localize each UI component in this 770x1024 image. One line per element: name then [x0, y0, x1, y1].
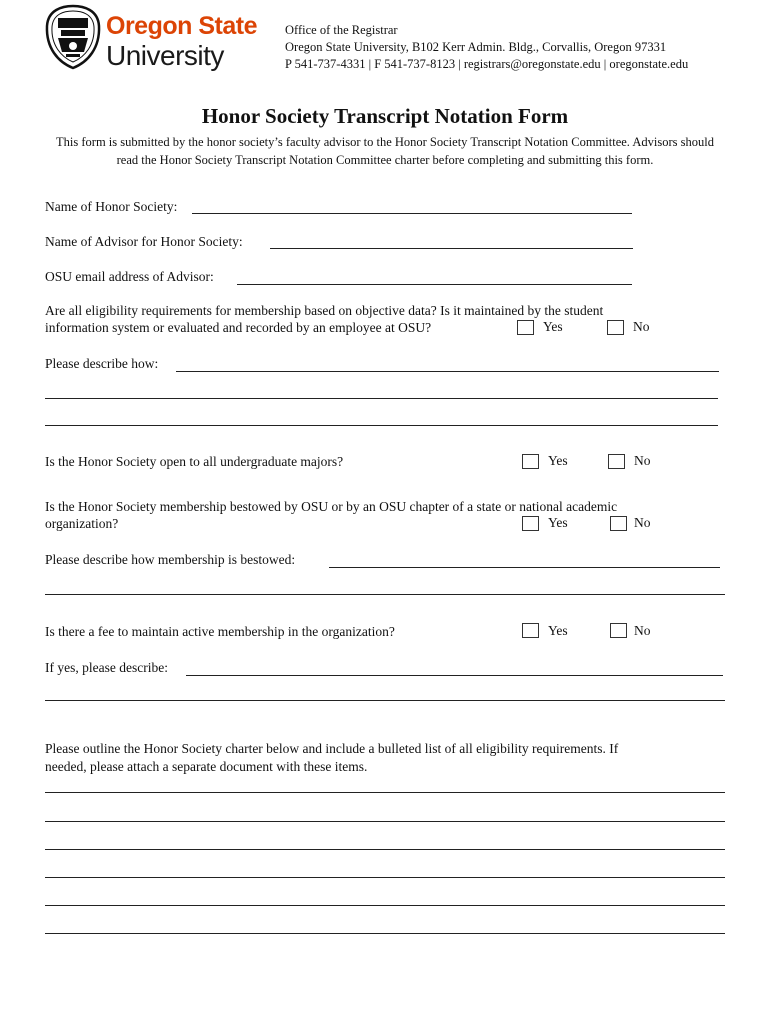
- charter-line-6[interactable]: [45, 933, 725, 934]
- q3-describe-label: Please describe how membership is bestowed:: [45, 552, 296, 567]
- q3-no-label: No: [634, 515, 651, 530]
- charter-text-line1: Please outline the Honor Society charter below and include a bulleted list of all eligibility requirements. If: [45, 741, 619, 756]
- q3-yes-label: Yes: [548, 515, 568, 530]
- advisor-email-label: OSU email address of Advisor:: [45, 269, 214, 284]
- osu-seal-icon: [44, 4, 102, 70]
- q4-no-label: No: [634, 623, 651, 638]
- q4-no-checkbox[interactable]: [610, 623, 627, 638]
- q4-describe-label: If yes, please describe:: [45, 660, 168, 675]
- logo-wordmark-university: University: [106, 40, 224, 71]
- header-office: Office of the Registrar: [285, 23, 398, 37]
- charter-line-2[interactable]: [45, 821, 725, 822]
- q3-describe-line-2[interactable]: [45, 594, 725, 595]
- q1-describe-field[interactable]: [176, 371, 719, 372]
- charter-line-3[interactable]: [45, 849, 725, 850]
- page-title: Honor Society Transcript Notation Form: [201, 104, 569, 128]
- q3-yes-checkbox[interactable]: [522, 516, 539, 531]
- q4-yes-label: Yes: [548, 623, 568, 638]
- q3-describe-field[interactable]: [329, 567, 720, 568]
- charter-line-5[interactable]: [45, 905, 725, 906]
- charter-line-1[interactable]: [45, 792, 725, 793]
- charter-line-4[interactable]: [45, 877, 725, 878]
- osu-logo: [44, 4, 274, 74]
- q2-no-label: No: [634, 453, 651, 468]
- society-name-field[interactable]: [192, 213, 632, 214]
- q1-describe-line-2[interactable]: [45, 398, 718, 399]
- header-contact: P 541-737-4331 | F 541-737-8123 | registrars@oregonstate.edu | oregonstate.edu: [285, 57, 689, 71]
- q1-describe-label: Please describe how:: [45, 356, 159, 371]
- intro-text: This form is submitted by the honor society’s faculty advisor to the Honor Society Transcript Notation Committee. Advisors should read the Honor Society Transcript Notation Committee charter before completing and submitting this form.: [56, 135, 714, 167]
- q1-describe-line-3[interactable]: [45, 425, 718, 426]
- q2-yes-checkbox[interactable]: [522, 454, 539, 469]
- logo-wordmark-oregon-state: Oregon State: [106, 12, 257, 40]
- charter-text-line2: needed, please attach a separate document with these items.: [45, 759, 368, 774]
- q2-text: Is the Honor Society open to all undergraduate majors?: [45, 454, 344, 469]
- q1-text-line1: Are all eligibility requirements for membership based on objective data? Is it maintained by the student: [45, 303, 604, 318]
- society-name-label: Name of Honor Society:: [45, 199, 178, 214]
- q1-yes-checkbox[interactable]: [517, 320, 534, 335]
- q1-text-line2: information system or evaluated and recorded by an employee at OSU?: [45, 320, 432, 335]
- q1-no-checkbox[interactable]: [607, 320, 624, 335]
- q3-text-line2: organization?: [45, 516, 119, 531]
- q3-text-line1: Is the Honor Society membership bestowed by OSU or by an OSU chapter of a state or national academic: [45, 499, 618, 514]
- header-address: Oregon State University, B102 Kerr Admin. Bldg., Corvallis, Oregon 97331: [285, 40, 667, 54]
- advisor-name-field[interactable]: [270, 248, 633, 249]
- q4-yes-checkbox[interactable]: [522, 623, 539, 638]
- q4-describe-line-2[interactable]: [45, 700, 725, 701]
- advisor-name-label: Name of Advisor for Honor Society:: [45, 234, 243, 249]
- q2-no-checkbox[interactable]: [608, 454, 625, 469]
- q2-yes-label: Yes: [548, 453, 568, 468]
- q1-no-label: No: [633, 319, 650, 334]
- q4-describe-field[interactable]: [186, 675, 723, 676]
- q4-text: Is there a fee to maintain active membership in the organization?: [45, 624, 395, 639]
- q1-yes-label: Yes: [543, 319, 563, 334]
- advisor-email-field[interactable]: [237, 284, 632, 285]
- q3-no-checkbox[interactable]: [610, 516, 627, 531]
